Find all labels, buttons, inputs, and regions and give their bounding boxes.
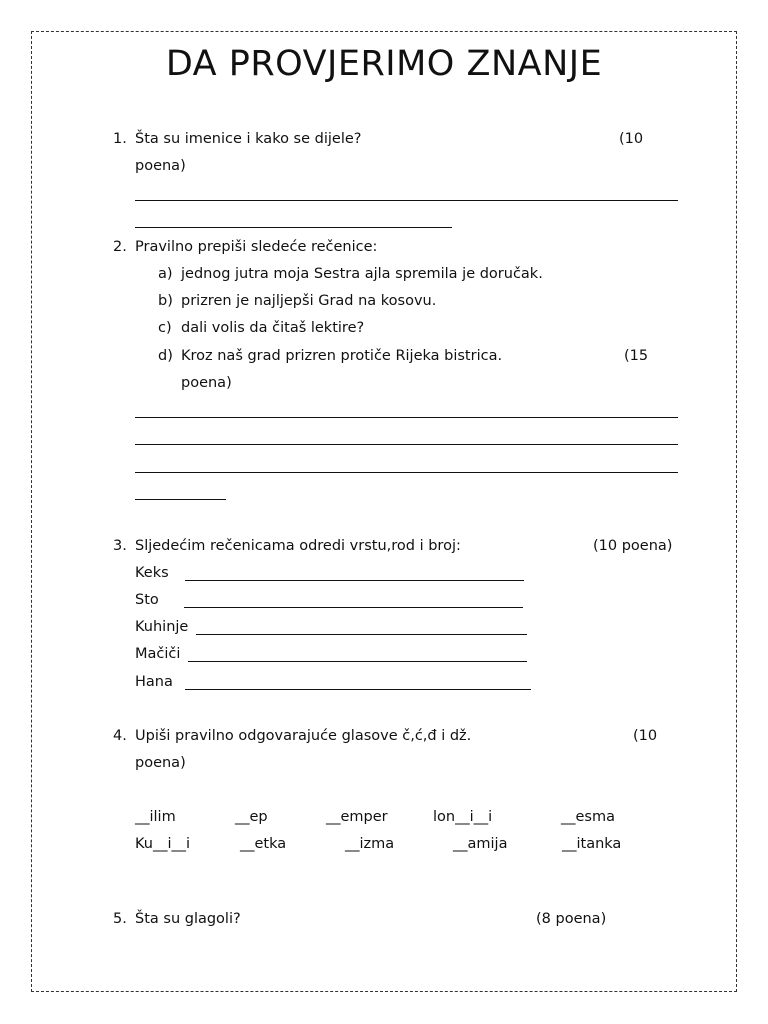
q3-answer-line[interactable] [184,607,523,608]
q4-blank-word: __itanka [562,836,622,852]
q1-text: Šta su imenice i kako se dijele? [135,131,362,147]
q5-number: 5. [113,911,127,927]
q3-word: Kuhinje [135,619,189,635]
q4-blank-word: __ep [235,809,268,825]
q1-answer-line[interactable] [135,227,452,228]
q2-item-text: dali volis da čitaš lektire? [181,320,365,336]
q2-number: 2. [113,239,127,255]
q2-item-label: a) [158,266,173,282]
q5-points: (8 poena) [536,911,607,927]
q1-answer-line[interactable] [135,200,678,201]
q4-points: (10 [633,728,658,744]
q2-text: Pravilno prepiši sledeće rečenice: [135,239,378,255]
q3-number: 3. [113,538,127,554]
q4-points-cont: poena) [135,755,186,771]
q2-points-cont: poena) [181,375,232,391]
q2-item-label: d) [158,348,173,364]
q2-item-label: c) [158,320,172,336]
q3-word: Mačiči [135,646,181,662]
q3-text: Sljedećim rečenicama odredi vrstu,rod i broj: [135,538,461,554]
q3-answer-line[interactable] [196,634,527,635]
q4-blank-word: __etka [240,836,287,852]
q4-blank-word: __emper [326,809,388,825]
q4-text: Upiši pravilno odgovarajuće glasove č,ć,đ i dž. [135,728,472,744]
q4-blank-word: Ku__i__i [135,836,191,852]
q3-answer-line[interactable] [188,661,527,662]
q4-blank-word: __amija [453,836,508,852]
q2-points: (15 [624,348,649,364]
q3-word: Sto [135,592,159,608]
q2-item-label: b) [158,293,173,309]
q3-word: Hana [135,674,173,690]
q3-answer-line[interactable] [185,580,524,581]
q1-number: 1. [113,131,127,147]
q3-answer-line[interactable] [185,689,531,690]
q2-item-text: jednog jutra moja Sestra ajla spremila je doručak. [181,266,543,282]
page-title: DA PROVJERIMO ZNANJE [165,44,603,84]
q4-blank-word: __ilim [135,809,176,825]
q4-blank-word: __izma [345,836,395,852]
q3-word: Keks [135,565,169,581]
q2-answer-line[interactable] [135,417,678,418]
q2-answer-line[interactable] [135,499,226,500]
q2-answer-line[interactable] [135,472,678,473]
q4-blank-word: __esma [561,809,615,825]
q4-blank-word: lon__i__i [433,809,493,825]
q1-points-cont: poena) [135,158,186,174]
q3-points: (10 poena) [593,538,673,554]
q2-answer-line[interactable] [135,444,678,445]
q2-item-text: prizren je najljepši Grad na kosovu. [181,293,437,309]
q1-points: (10 [619,131,644,147]
q2-item-text: Kroz naš grad prizren protiče Rijeka bistrica. [181,348,503,364]
q5-text: Šta su glagoli? [135,911,241,927]
q4-number: 4. [113,728,127,744]
